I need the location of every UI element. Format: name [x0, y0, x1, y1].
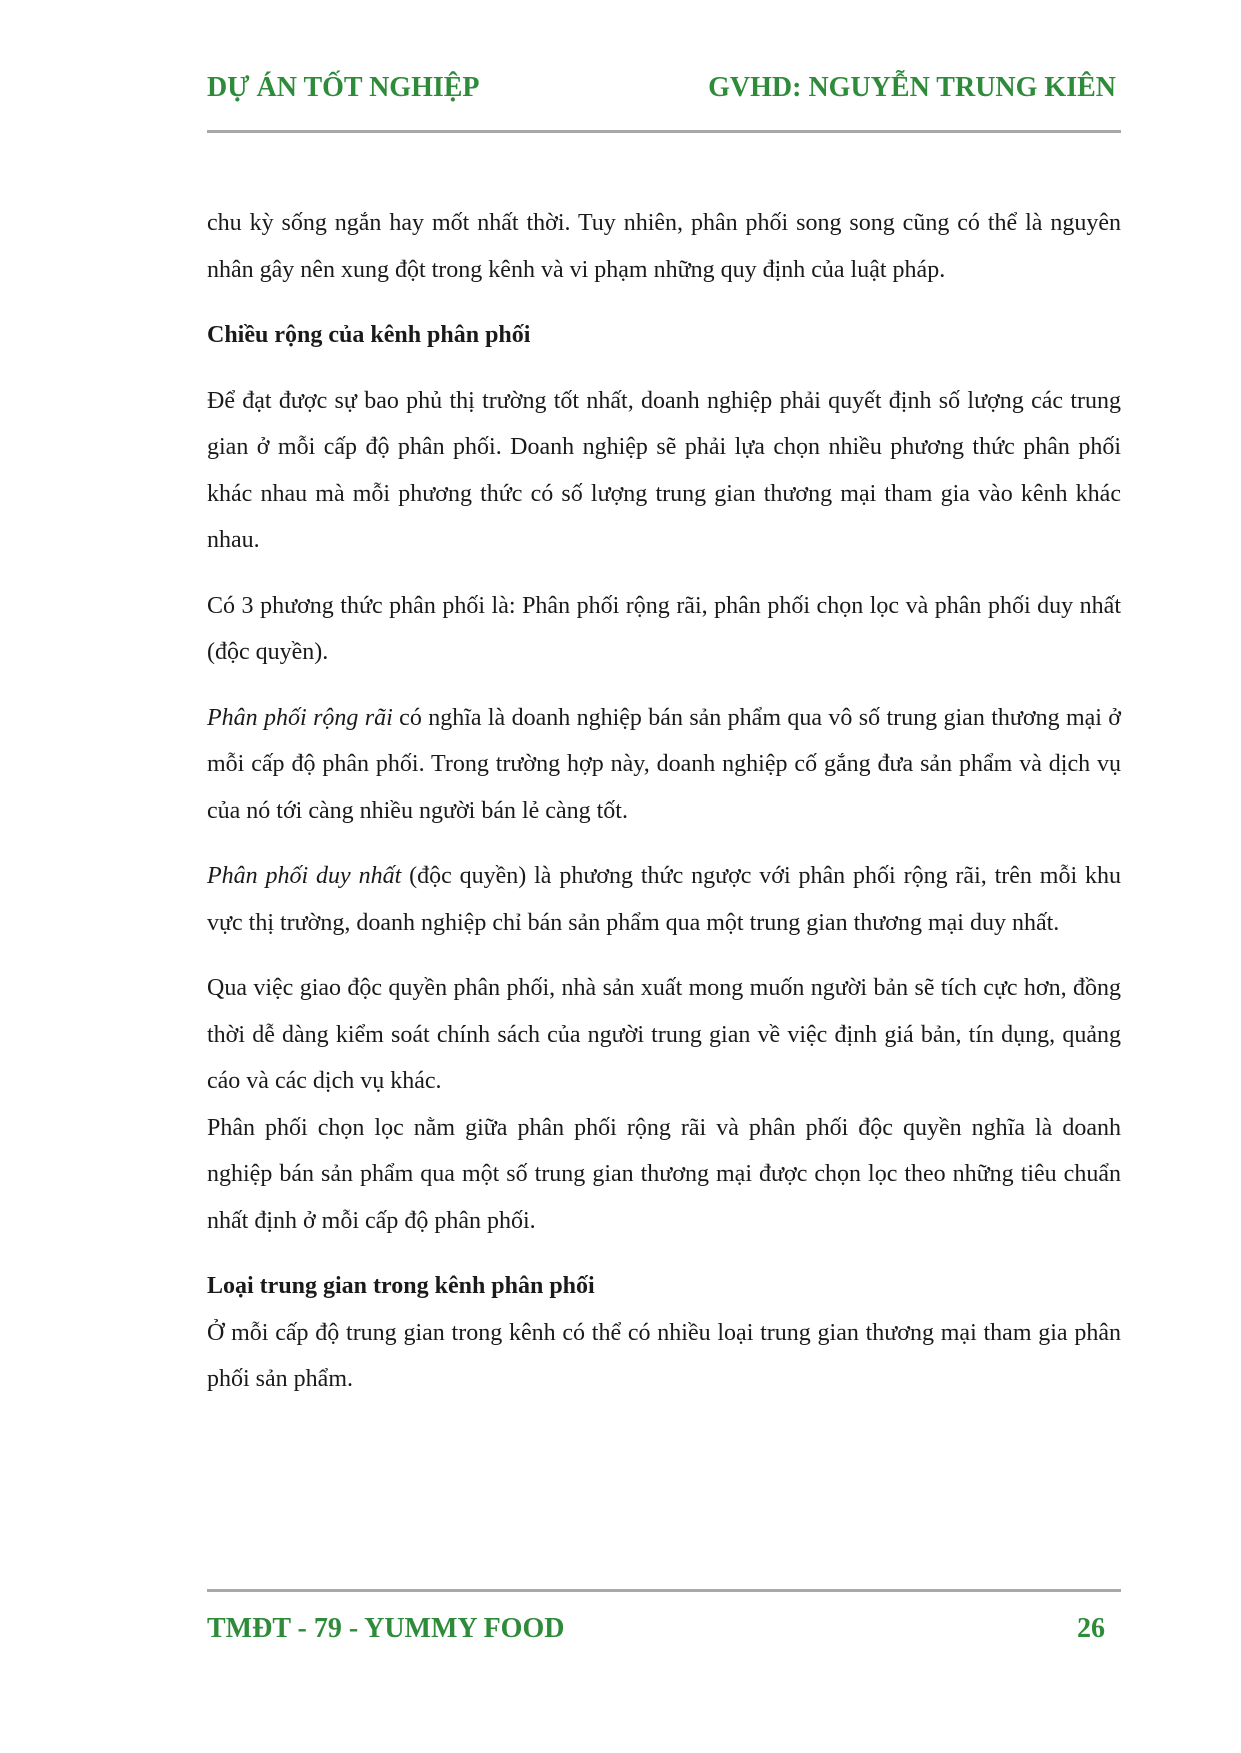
paragraph-3: Có 3 phương thức phân phối là: Phân phối rộng rãi, phân phối chọn lọc và phân phối duy nhất (độc quyền). [207, 592, 1121, 665]
paragraph-4-text: có nghĩa là doanh nghiệp bán sản phẩm qua vô số trung gian thương mại ở mỗi cấp độ phân phối. Trong trường hợp này, doanh nghiệp cố gắng đưa sản phẩm và dịch vụ của nó tới càng nhiều người bán lẻ càng tốt. [207, 704, 1121, 824]
page-header [207, 72, 1121, 122]
term-exclusive-distribution: Phân phối duy nhất [207, 863, 402, 889]
paragraph-2: Để đạt được sự bao phủ thị trường tốt nhất, doanh nghiệp phải quyết định số lượng các trung gian ở mỗi cấp độ phân phối. Doanh nghiệp sẽ phải lựa chọn nhiều phương thức phân phối khác nhau mà mỗi phương thức có số lượng trung gian thương mại tham gia vào kênh khác nhau. [207, 387, 1121, 553]
paragraph-5 [207, 853, 1121, 946]
paragraph-4 [207, 695, 1121, 835]
term-wide-distribution: Phân phối rộng rãi [207, 704, 393, 731]
footer-divider [207, 1589, 1121, 1592]
paragraph-8: Ở mỗi cấp độ trung gian trong kênh có thể có nhiều loại trung gian thương mại tham gia phân phối sản phẩm. [207, 1319, 1121, 1392]
paragraph-1: chu kỳ sống ngắn hay mốt nhất thời. Tuy nhiên, phân phối song song cũng có thể là nguyên nhân gây nên xung đột trong kênh và vi phạm những quy định của luật pháp. [207, 210, 1121, 283]
section-heading-intermediaries: Loại trung gian trong kênh phân phối [207, 1273, 595, 1299]
header-supervisor: GVHD: NGUYỄN TRUNG KIÊN [708, 72, 1116, 103]
header-project-title: DỰ ÁN TỐT NGHIỆP [207, 72, 480, 103]
paragraph-5-text: (độc quyền) là phương thức ngược với phân phối rộng rãi, trên mỗi khu vực thị trường, doanh nghiệp chỉ bán sản phẩm qua một trung gian thương mại duy nhất. [207, 863, 1121, 936]
paragraph-6: Qua việc giao độc quyền phân phối, nhà sản xuất mong muốn người bản sẽ tích cực hơn, đồng thời dễ dàng kiểm soát chính sách của người trung gian về việc định giá bản, tín dụng, quảng cáo và các dịch vụ khác. [207, 975, 1121, 1094]
page-number: 26 [1077, 1613, 1105, 1644]
footer-course-label: TMĐT - 79 - YUMMY FOOD [207, 1613, 565, 1644]
header-divider [207, 130, 1121, 133]
page-content [207, 200, 1121, 1403]
section-heading-width: Chiều rộng của kênh phân phối [207, 322, 531, 348]
paragraph-7: Phân phối chọn lọc nằm giữa phân phối rộng rãi và phân phối độc quyền nghĩa là doanh nghiệp bán sản phẩm qua một số trung gian thương mại được chọn lọc theo những tiêu chuẩn nhất định ở mỗi cấp độ phân phối. [207, 1114, 1121, 1234]
